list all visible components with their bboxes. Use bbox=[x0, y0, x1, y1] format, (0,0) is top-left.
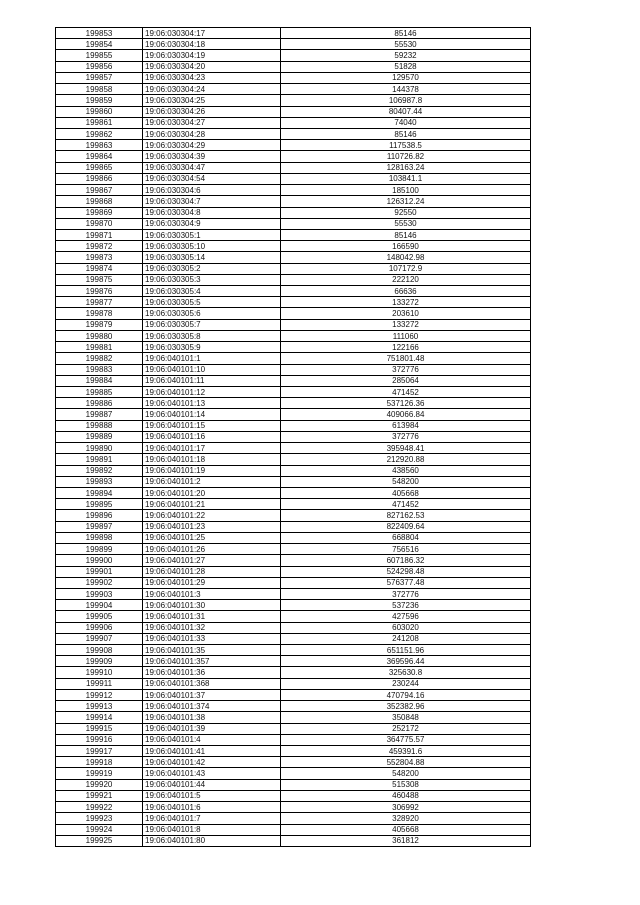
row-number-cell: 199910 bbox=[56, 667, 143, 678]
cadastral-number-cell: 19:06:030304:29 bbox=[143, 140, 281, 151]
row-number-cell: 199913 bbox=[56, 701, 143, 712]
table-row bbox=[56, 286, 531, 297]
table-row bbox=[56, 375, 531, 386]
value-cell: 92550 bbox=[281, 207, 531, 218]
cadastral-number-cell: 19:06:040101:28 bbox=[143, 566, 281, 577]
table-row bbox=[56, 746, 531, 757]
value-cell: 133272 bbox=[281, 319, 531, 330]
table-row bbox=[56, 645, 531, 656]
value-cell: 222120 bbox=[281, 274, 531, 285]
value-cell: 361812 bbox=[281, 835, 531, 846]
table-row bbox=[56, 274, 531, 285]
value-cell: 471452 bbox=[281, 387, 531, 398]
row-number-cell: 199862 bbox=[56, 128, 143, 139]
row-number-cell: 199901 bbox=[56, 566, 143, 577]
row-number-cell: 199915 bbox=[56, 723, 143, 734]
table-row bbox=[56, 779, 531, 790]
value-cell: 203610 bbox=[281, 308, 531, 319]
row-number-cell: 199886 bbox=[56, 398, 143, 409]
row-number-cell: 199903 bbox=[56, 588, 143, 599]
value-cell: 515308 bbox=[281, 779, 531, 790]
row-number-cell: 199922 bbox=[56, 802, 143, 813]
row-number-cell: 199881 bbox=[56, 342, 143, 353]
table-row bbox=[56, 409, 531, 420]
value-cell: 133272 bbox=[281, 297, 531, 308]
value-cell: 427596 bbox=[281, 611, 531, 622]
cadastral-number-cell: 19:06:030304:47 bbox=[143, 162, 281, 173]
table-row bbox=[56, 723, 531, 734]
value-cell: 166590 bbox=[281, 241, 531, 252]
value-cell: 107172.9 bbox=[281, 263, 531, 274]
value-cell: 128163.24 bbox=[281, 162, 531, 173]
table-row bbox=[56, 218, 531, 229]
value-cell: 372776 bbox=[281, 364, 531, 375]
value-cell: 552804.88 bbox=[281, 757, 531, 768]
value-cell: 369596.44 bbox=[281, 656, 531, 667]
row-number-cell: 199873 bbox=[56, 252, 143, 263]
value-cell: 548200 bbox=[281, 476, 531, 487]
table-row bbox=[56, 196, 531, 207]
table-row bbox=[56, 263, 531, 274]
row-number-cell: 199857 bbox=[56, 72, 143, 83]
cadastral-number-cell: 19:06:030304:54 bbox=[143, 173, 281, 184]
cadastral-number-cell: 19:06:030304:27 bbox=[143, 117, 281, 128]
table-row bbox=[56, 532, 531, 543]
value-cell: 148042.98 bbox=[281, 252, 531, 263]
row-number-cell: 199894 bbox=[56, 487, 143, 498]
cadastral-number-cell: 19:06:030305:6 bbox=[143, 308, 281, 319]
table-row bbox=[56, 701, 531, 712]
value-cell: 460488 bbox=[281, 790, 531, 801]
cadastral-number-cell: 19:06:040101:33 bbox=[143, 633, 281, 644]
value-cell: 537236 bbox=[281, 600, 531, 611]
row-number-cell: 199872 bbox=[56, 241, 143, 252]
records-table-body bbox=[56, 28, 531, 847]
value-cell: 111060 bbox=[281, 330, 531, 341]
row-number-cell: 199860 bbox=[56, 106, 143, 117]
table-row bbox=[56, 813, 531, 824]
table-row bbox=[56, 61, 531, 72]
value-cell: 607186.32 bbox=[281, 555, 531, 566]
row-number-cell: 199887 bbox=[56, 409, 143, 420]
cadastral-number-cell: 19:06:040101:42 bbox=[143, 757, 281, 768]
cadastral-number-cell: 19:06:040101:10 bbox=[143, 364, 281, 375]
value-cell: 185100 bbox=[281, 185, 531, 196]
row-number-cell: 199905 bbox=[56, 611, 143, 622]
cadastral-number-cell: 19:06:040101:36 bbox=[143, 667, 281, 678]
cadastral-number-cell: 19:06:030304:23 bbox=[143, 72, 281, 83]
row-number-cell: 199923 bbox=[56, 813, 143, 824]
table-row bbox=[56, 185, 531, 196]
value-cell: 471452 bbox=[281, 499, 531, 510]
value-cell: 103841.1 bbox=[281, 173, 531, 184]
row-number-cell: 199906 bbox=[56, 622, 143, 633]
cadastral-number-cell: 19:06:040101:32 bbox=[143, 622, 281, 633]
value-cell: 459391.6 bbox=[281, 746, 531, 757]
value-cell: 328920 bbox=[281, 813, 531, 824]
row-number-cell: 199914 bbox=[56, 712, 143, 723]
value-cell: 306992 bbox=[281, 802, 531, 813]
row-number-cell: 199888 bbox=[56, 420, 143, 431]
table-row bbox=[56, 398, 531, 409]
value-cell: 51828 bbox=[281, 61, 531, 72]
table-row bbox=[56, 106, 531, 117]
cadastral-number-cell: 19:06:040101:31 bbox=[143, 611, 281, 622]
cadastral-number-cell: 19:06:030305:3 bbox=[143, 274, 281, 285]
value-cell: 548200 bbox=[281, 768, 531, 779]
value-cell: 241208 bbox=[281, 633, 531, 644]
value-cell: 350848 bbox=[281, 712, 531, 723]
row-number-cell: 199916 bbox=[56, 734, 143, 745]
cadastral-number-cell: 19:06:040101:30 bbox=[143, 600, 281, 611]
table-row bbox=[56, 768, 531, 779]
value-cell: 668804 bbox=[281, 532, 531, 543]
row-number-cell: 199864 bbox=[56, 151, 143, 162]
row-number-cell: 199902 bbox=[56, 577, 143, 588]
cadastral-number-cell: 19:06:040101:20 bbox=[143, 487, 281, 498]
value-cell: 751801.48 bbox=[281, 353, 531, 364]
row-number-cell: 199877 bbox=[56, 297, 143, 308]
table-row bbox=[56, 835, 531, 846]
cadastral-number-cell: 19:06:040101:7 bbox=[143, 813, 281, 824]
row-number-cell: 199885 bbox=[56, 387, 143, 398]
row-number-cell: 199919 bbox=[56, 768, 143, 779]
value-cell: 372776 bbox=[281, 588, 531, 599]
value-cell: 651151.96 bbox=[281, 645, 531, 656]
value-cell: 352382.96 bbox=[281, 701, 531, 712]
row-number-cell: 199870 bbox=[56, 218, 143, 229]
cadastral-number-cell: 19:06:040101:39 bbox=[143, 723, 281, 734]
cadastral-number-cell: 19:06:030305:14 bbox=[143, 252, 281, 263]
row-number-cell: 199907 bbox=[56, 633, 143, 644]
document-page bbox=[55, 27, 531, 847]
cadastral-number-cell: 19:06:030305:7 bbox=[143, 319, 281, 330]
row-number-cell: 199912 bbox=[56, 689, 143, 700]
value-cell: 372776 bbox=[281, 431, 531, 442]
table-row bbox=[56, 734, 531, 745]
cadastral-number-cell: 19:06:040101:35 bbox=[143, 645, 281, 656]
table-row bbox=[56, 454, 531, 465]
value-cell: 470794.16 bbox=[281, 689, 531, 700]
value-cell: 80407.44 bbox=[281, 106, 531, 117]
value-cell: 74040 bbox=[281, 117, 531, 128]
row-number-cell: 199891 bbox=[56, 454, 143, 465]
cadastral-number-cell: 19:06:040101:5 bbox=[143, 790, 281, 801]
cadastral-number-cell: 19:06:030304:18 bbox=[143, 39, 281, 50]
row-number-cell: 199917 bbox=[56, 746, 143, 757]
table-row bbox=[56, 431, 531, 442]
value-cell: 364775.57 bbox=[281, 734, 531, 745]
cadastral-number-cell: 19:06:040101:11 bbox=[143, 375, 281, 386]
row-number-cell: 199904 bbox=[56, 600, 143, 611]
table-row bbox=[56, 162, 531, 173]
table-row bbox=[56, 555, 531, 566]
value-cell: 212920.88 bbox=[281, 454, 531, 465]
value-cell: 110726.82 bbox=[281, 151, 531, 162]
table-row bbox=[56, 297, 531, 308]
cadastral-number-cell: 19:06:030305:10 bbox=[143, 241, 281, 252]
value-cell: 438560 bbox=[281, 465, 531, 476]
table-row bbox=[56, 611, 531, 622]
cadastral-number-cell: 19:06:030304:26 bbox=[143, 106, 281, 117]
cadastral-number-cell: 19:06:040101:14 bbox=[143, 409, 281, 420]
row-number-cell: 199921 bbox=[56, 790, 143, 801]
row-number-cell: 199911 bbox=[56, 678, 143, 689]
cadastral-number-cell: 19:06:040101:368 bbox=[143, 678, 281, 689]
row-number-cell: 199892 bbox=[56, 465, 143, 476]
cadastral-number-cell: 19:06:040101:15 bbox=[143, 420, 281, 431]
table-row bbox=[56, 39, 531, 50]
value-cell: 576377.48 bbox=[281, 577, 531, 588]
cadastral-number-cell: 19:06:040101:13 bbox=[143, 398, 281, 409]
cadastral-number-cell: 19:06:040101:4 bbox=[143, 734, 281, 745]
value-cell: 66636 bbox=[281, 286, 531, 297]
row-number-cell: 199859 bbox=[56, 95, 143, 106]
table-row bbox=[56, 252, 531, 263]
table-row bbox=[56, 229, 531, 240]
row-number-cell: 199855 bbox=[56, 50, 143, 61]
table-row bbox=[56, 521, 531, 532]
table-row bbox=[56, 689, 531, 700]
table-row bbox=[56, 499, 531, 510]
value-cell: 285064 bbox=[281, 375, 531, 386]
cadastral-number-cell: 19:06:040101:37 bbox=[143, 689, 281, 700]
table-row bbox=[56, 510, 531, 521]
value-cell: 230244 bbox=[281, 678, 531, 689]
table-row bbox=[56, 342, 531, 353]
cadastral-number-cell: 19:06:040101:23 bbox=[143, 521, 281, 532]
table-row bbox=[56, 319, 531, 330]
table-row bbox=[56, 420, 531, 431]
value-cell: 106987.8 bbox=[281, 95, 531, 106]
cadastral-number-cell: 19:06:030304:25 bbox=[143, 95, 281, 106]
value-cell: 85146 bbox=[281, 28, 531, 39]
table-row bbox=[56, 622, 531, 633]
cadastral-number-cell: 19:06:030304:17 bbox=[143, 28, 281, 39]
table-row bbox=[56, 173, 531, 184]
table-row bbox=[56, 117, 531, 128]
cadastral-number-cell: 19:06:040101:80 bbox=[143, 835, 281, 846]
cadastral-number-cell: 19:06:040101:44 bbox=[143, 779, 281, 790]
cadastral-number-cell: 19:06:030305:9 bbox=[143, 342, 281, 353]
row-number-cell: 199869 bbox=[56, 207, 143, 218]
table-row bbox=[56, 678, 531, 689]
cadastral-number-cell: 19:06:030304:7 bbox=[143, 196, 281, 207]
table-row bbox=[56, 308, 531, 319]
cadastral-number-cell: 19:06:040101:2 bbox=[143, 476, 281, 487]
cadastral-number-cell: 19:06:040101:18 bbox=[143, 454, 281, 465]
table-row bbox=[56, 465, 531, 476]
row-number-cell: 199924 bbox=[56, 824, 143, 835]
cadastral-number-cell: 19:06:030304:8 bbox=[143, 207, 281, 218]
table-row bbox=[56, 140, 531, 151]
table-row bbox=[56, 95, 531, 106]
table-row bbox=[56, 588, 531, 599]
cadastral-number-cell: 19:06:040101:17 bbox=[143, 443, 281, 454]
row-number-cell: 199883 bbox=[56, 364, 143, 375]
cadastral-number-cell: 19:06:040101:16 bbox=[143, 431, 281, 442]
table-row bbox=[56, 487, 531, 498]
cadastral-number-cell: 19:06:040101:22 bbox=[143, 510, 281, 521]
row-number-cell: 199918 bbox=[56, 757, 143, 768]
cadastral-number-cell: 19:06:040101:27 bbox=[143, 555, 281, 566]
value-cell: 756516 bbox=[281, 544, 531, 555]
table-row bbox=[56, 241, 531, 252]
cadastral-number-cell: 19:06:030304:28 bbox=[143, 128, 281, 139]
row-number-cell: 199880 bbox=[56, 330, 143, 341]
row-number-cell: 199893 bbox=[56, 476, 143, 487]
row-number-cell: 199878 bbox=[56, 308, 143, 319]
cadastral-number-cell: 19:06:040101:1 bbox=[143, 353, 281, 364]
row-number-cell: 199889 bbox=[56, 431, 143, 442]
value-cell: 129570 bbox=[281, 72, 531, 83]
table-row bbox=[56, 712, 531, 723]
cadastral-number-cell: 19:06:040101:12 bbox=[143, 387, 281, 398]
cadastral-number-cell: 19:06:040101:19 bbox=[143, 465, 281, 476]
value-cell: 117538.5 bbox=[281, 140, 531, 151]
table-row bbox=[56, 824, 531, 835]
table-row bbox=[56, 50, 531, 61]
table-row bbox=[56, 128, 531, 139]
value-cell: 827162.53 bbox=[281, 510, 531, 521]
cadastral-number-cell: 19:06:030305:4 bbox=[143, 286, 281, 297]
row-number-cell: 199874 bbox=[56, 263, 143, 274]
cadastral-number-cell: 19:06:030304:9 bbox=[143, 218, 281, 229]
cadastral-number-cell: 19:06:040101:29 bbox=[143, 577, 281, 588]
value-cell: 325630.8 bbox=[281, 667, 531, 678]
cadastral-number-cell: 19:06:030305:8 bbox=[143, 330, 281, 341]
row-number-cell: 199856 bbox=[56, 61, 143, 72]
row-number-cell: 199920 bbox=[56, 779, 143, 790]
cadastral-number-cell: 19:06:040101:38 bbox=[143, 712, 281, 723]
table-row bbox=[56, 443, 531, 454]
row-number-cell: 199925 bbox=[56, 835, 143, 846]
value-cell: 144378 bbox=[281, 84, 531, 95]
table-row bbox=[56, 544, 531, 555]
value-cell: 537126.36 bbox=[281, 398, 531, 409]
table-row bbox=[56, 757, 531, 768]
cadastral-number-cell: 19:06:040101:6 bbox=[143, 802, 281, 813]
value-cell: 55530 bbox=[281, 218, 531, 229]
cadastral-number-cell: 19:06:030304:6 bbox=[143, 185, 281, 196]
row-number-cell: 199895 bbox=[56, 499, 143, 510]
row-number-cell: 199854 bbox=[56, 39, 143, 50]
value-cell: 126312.24 bbox=[281, 196, 531, 207]
row-number-cell: 199897 bbox=[56, 521, 143, 532]
value-cell: 603020 bbox=[281, 622, 531, 633]
row-number-cell: 199899 bbox=[56, 544, 143, 555]
cadastral-number-cell: 19:06:040101:8 bbox=[143, 824, 281, 835]
cadastral-number-cell: 19:06:030305:1 bbox=[143, 229, 281, 240]
table-row bbox=[56, 577, 531, 588]
value-cell: 822409.64 bbox=[281, 521, 531, 532]
table-row bbox=[56, 28, 531, 39]
table-row bbox=[56, 656, 531, 667]
value-cell: 55530 bbox=[281, 39, 531, 50]
value-cell: 85146 bbox=[281, 229, 531, 240]
table-row bbox=[56, 353, 531, 364]
value-cell: 59232 bbox=[281, 50, 531, 61]
row-number-cell: 199909 bbox=[56, 656, 143, 667]
cadastral-number-cell: 19:06:030304:20 bbox=[143, 61, 281, 72]
row-number-cell: 199853 bbox=[56, 28, 143, 39]
table-row bbox=[56, 84, 531, 95]
row-number-cell: 199867 bbox=[56, 185, 143, 196]
row-number-cell: 199879 bbox=[56, 319, 143, 330]
row-number-cell: 199890 bbox=[56, 443, 143, 454]
cadastral-number-cell: 19:06:040101:41 bbox=[143, 746, 281, 757]
table-row bbox=[56, 566, 531, 577]
row-number-cell: 199861 bbox=[56, 117, 143, 128]
value-cell: 252172 bbox=[281, 723, 531, 734]
table-row bbox=[56, 633, 531, 644]
row-number-cell: 199871 bbox=[56, 229, 143, 240]
records-table bbox=[55, 27, 531, 847]
table-row bbox=[56, 600, 531, 611]
value-cell: 409066.84 bbox=[281, 409, 531, 420]
value-cell: 405668 bbox=[281, 824, 531, 835]
table-row bbox=[56, 72, 531, 83]
cadastral-number-cell: 19:06:030305:5 bbox=[143, 297, 281, 308]
cadastral-number-cell: 19:06:040101:26 bbox=[143, 544, 281, 555]
cadastral-number-cell: 19:06:040101:357 bbox=[143, 656, 281, 667]
cadastral-number-cell: 19:06:030304:24 bbox=[143, 84, 281, 95]
table-row bbox=[56, 387, 531, 398]
table-row bbox=[56, 667, 531, 678]
value-cell: 613984 bbox=[281, 420, 531, 431]
row-number-cell: 199884 bbox=[56, 375, 143, 386]
row-number-cell: 199863 bbox=[56, 140, 143, 151]
table-row bbox=[56, 364, 531, 375]
value-cell: 85146 bbox=[281, 128, 531, 139]
value-cell: 524298.48 bbox=[281, 566, 531, 577]
row-number-cell: 199865 bbox=[56, 162, 143, 173]
row-number-cell: 199868 bbox=[56, 196, 143, 207]
row-number-cell: 199896 bbox=[56, 510, 143, 521]
table-row bbox=[56, 151, 531, 162]
row-number-cell: 199908 bbox=[56, 645, 143, 656]
row-number-cell: 199875 bbox=[56, 274, 143, 285]
cadastral-number-cell: 19:06:040101:374 bbox=[143, 701, 281, 712]
cadastral-number-cell: 19:06:040101:3 bbox=[143, 588, 281, 599]
value-cell: 122166 bbox=[281, 342, 531, 353]
row-number-cell: 199898 bbox=[56, 532, 143, 543]
table-row bbox=[56, 330, 531, 341]
cadastral-number-cell: 19:06:040101:25 bbox=[143, 532, 281, 543]
cadastral-number-cell: 19:06:040101:43 bbox=[143, 768, 281, 779]
table-row bbox=[56, 802, 531, 813]
row-number-cell: 199882 bbox=[56, 353, 143, 364]
table-row bbox=[56, 790, 531, 801]
table-row bbox=[56, 476, 531, 487]
table-row bbox=[56, 207, 531, 218]
value-cell: 395948.41 bbox=[281, 443, 531, 454]
cadastral-number-cell: 19:06:030305:2 bbox=[143, 263, 281, 274]
row-number-cell: 199900 bbox=[56, 555, 143, 566]
value-cell: 405668 bbox=[281, 487, 531, 498]
cadastral-number-cell: 19:06:030304:39 bbox=[143, 151, 281, 162]
row-number-cell: 199866 bbox=[56, 173, 143, 184]
cadastral-number-cell: 19:06:040101:21 bbox=[143, 499, 281, 510]
cadastral-number-cell: 19:06:030304:19 bbox=[143, 50, 281, 61]
row-number-cell: 199876 bbox=[56, 286, 143, 297]
row-number-cell: 199858 bbox=[56, 84, 143, 95]
